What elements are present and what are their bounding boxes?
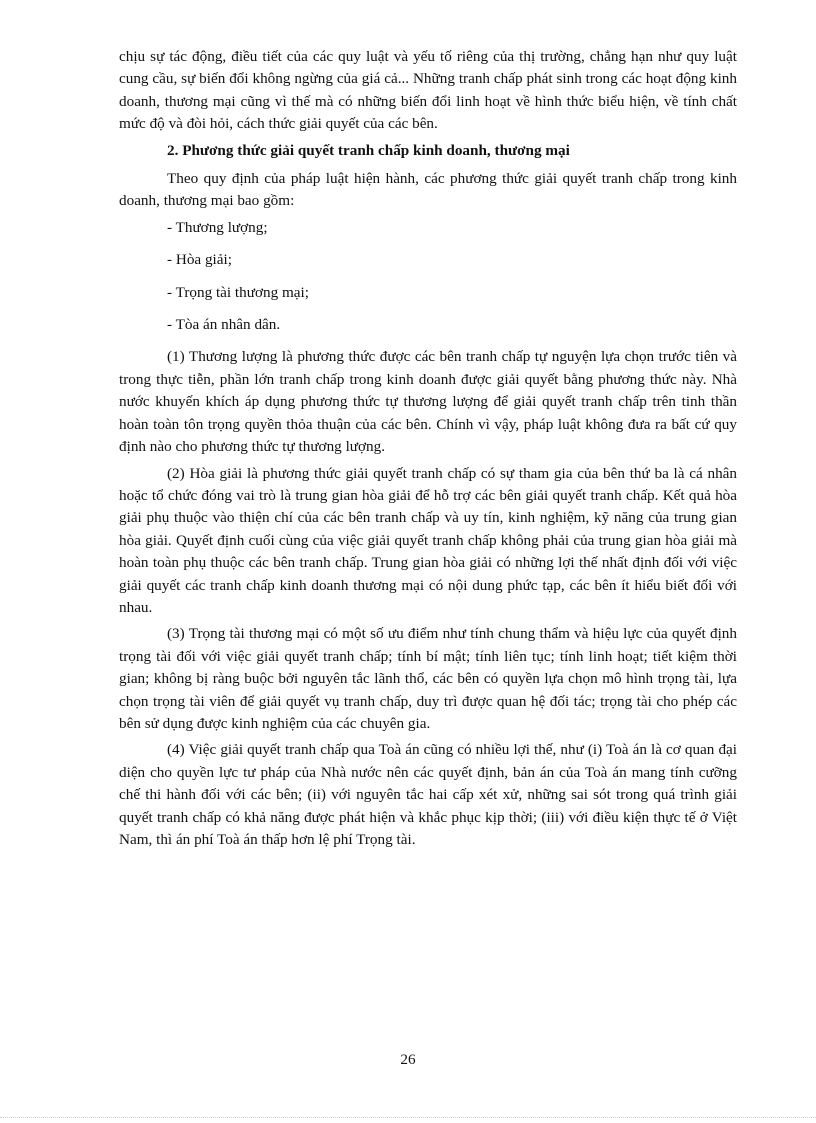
paragraph-negotiation: (1) Thương lượng là phương thức được các bên tranh chấp tự nguyện lựa chọn trước tiên và trong thực tiễn, phần lớn tranh chấp trong kinh doanh được giải quyết bằng phương thức này. Nhà nước khuyến khích áp dụng phương thức tự thương lượng để giải quyết tranh chấp trên tinh thần hoàn toàn tôn trọng quyền thỏa thuận của các bên. Chính vì vậy, pháp luật không đưa ra bất cứ quy định nào cho phương thức tự thương lượng. (119, 348, 737, 456)
page-bottom-divider (0, 1117, 816, 1118)
method-list-item: - Thương lượng; (167, 218, 268, 236)
document-body (119, 46, 737, 855)
lead-paragraph: Theo quy định của pháp luật hiện hành, các phương thức giải quyết tranh chấp trong kinh doanh, thương mại bao gồm: (119, 170, 737, 210)
paragraph-mediation: (2) Hòa giải là phương thức giải quyết tranh chấp có sự tham gia của bên thứ ba là cá nhân hoặc tổ chức đóng vai trò là trung gian hòa giải để hỗ trợ các bên giải quyết tranh chấp. Kết quả hòa giải phụ thuộc vào thiện chí của các bên tranh chấp và uy tín, kinh nghiệm, kỹ năng của trung gian hòa giải. Quyết định cuối cùng của việc giải quyết tranh chấp không phải của trung gian hòa giải mà hoàn toàn phụ thuộc các bên tranh chấp. Trung gian hòa giải có những lợi thế nhất định đối với việc giải quyết các tranh chấp kinh doanh thương mại có nội dung phức tạp, các bên ít hiểu biết đối với nhau. (119, 464, 737, 616)
paragraph-court: (4) Việc giải quyết tranh chấp qua Toà án cũng có nhiều lợi thế, như (i) Toà án là cơ quan đại diện cho quyền lực tư pháp của Nhà nước nên các quyết định, bản án của Toà án mang tính cưỡng chế thi hành đối với các bên; (ii) với nguyên tắc hai cấp xét xử, những sai sót trong quá trình giải quyết tranh chấp có khả năng được phát hiện và khắc phục kịp thời; (iii) với điều kiện thực tế ở Việt Nam, thì án phí Toà án thấp hơn lệ phí Trọng tài. (119, 741, 737, 848)
method-list-item: - Trọng tài thương mại; (167, 283, 309, 301)
page-number: 26 (400, 1051, 416, 1068)
section-heading: 2. Phương thức giải quyết tranh chấp kinh doanh, thương mại (167, 141, 570, 159)
paragraph-arbitration: (3) Trọng tài thương mại có một số ưu điểm như tính chung thẩm và hiệu lực của quyết định trọng tài đối với việc giải quyết tranh chấp; tính bí mật; tính liên tục; tính linh hoạt; tiết kiệm thời gian; không bị ràng buộc bởi nguyên tắc lãnh thổ, các bên có quyền lựa chọn mô hình trọng tài, lựa chọn trọng tài viên để giải quyết vụ tranh chấp, duy trì được quan hệ đối tác; trọng tài cho phép các bên sử dụng được kinh nghiệm của các chuyên gia. (119, 625, 737, 732)
method-list-item: - Tòa án nhân dân. (167, 316, 281, 334)
method-list-item: - Hòa giải; (167, 251, 232, 269)
intro-paragraph: chịu sự tác động, điều tiết của các quy luật và yếu tố riêng của thị trường, chẳng hạn như quy luật cung cầu, sự biến đổi không ngừng của giá cả... Những tranh chấp phát sinh trong các hoạt động kinh doanh, thương mại cũng vì thế mà có những biến đổi linh hoạt về hình thức biểu hiện, về tính chất mức độ và đòi hỏi, cách thức giải quyết của các bên. (119, 48, 737, 133)
